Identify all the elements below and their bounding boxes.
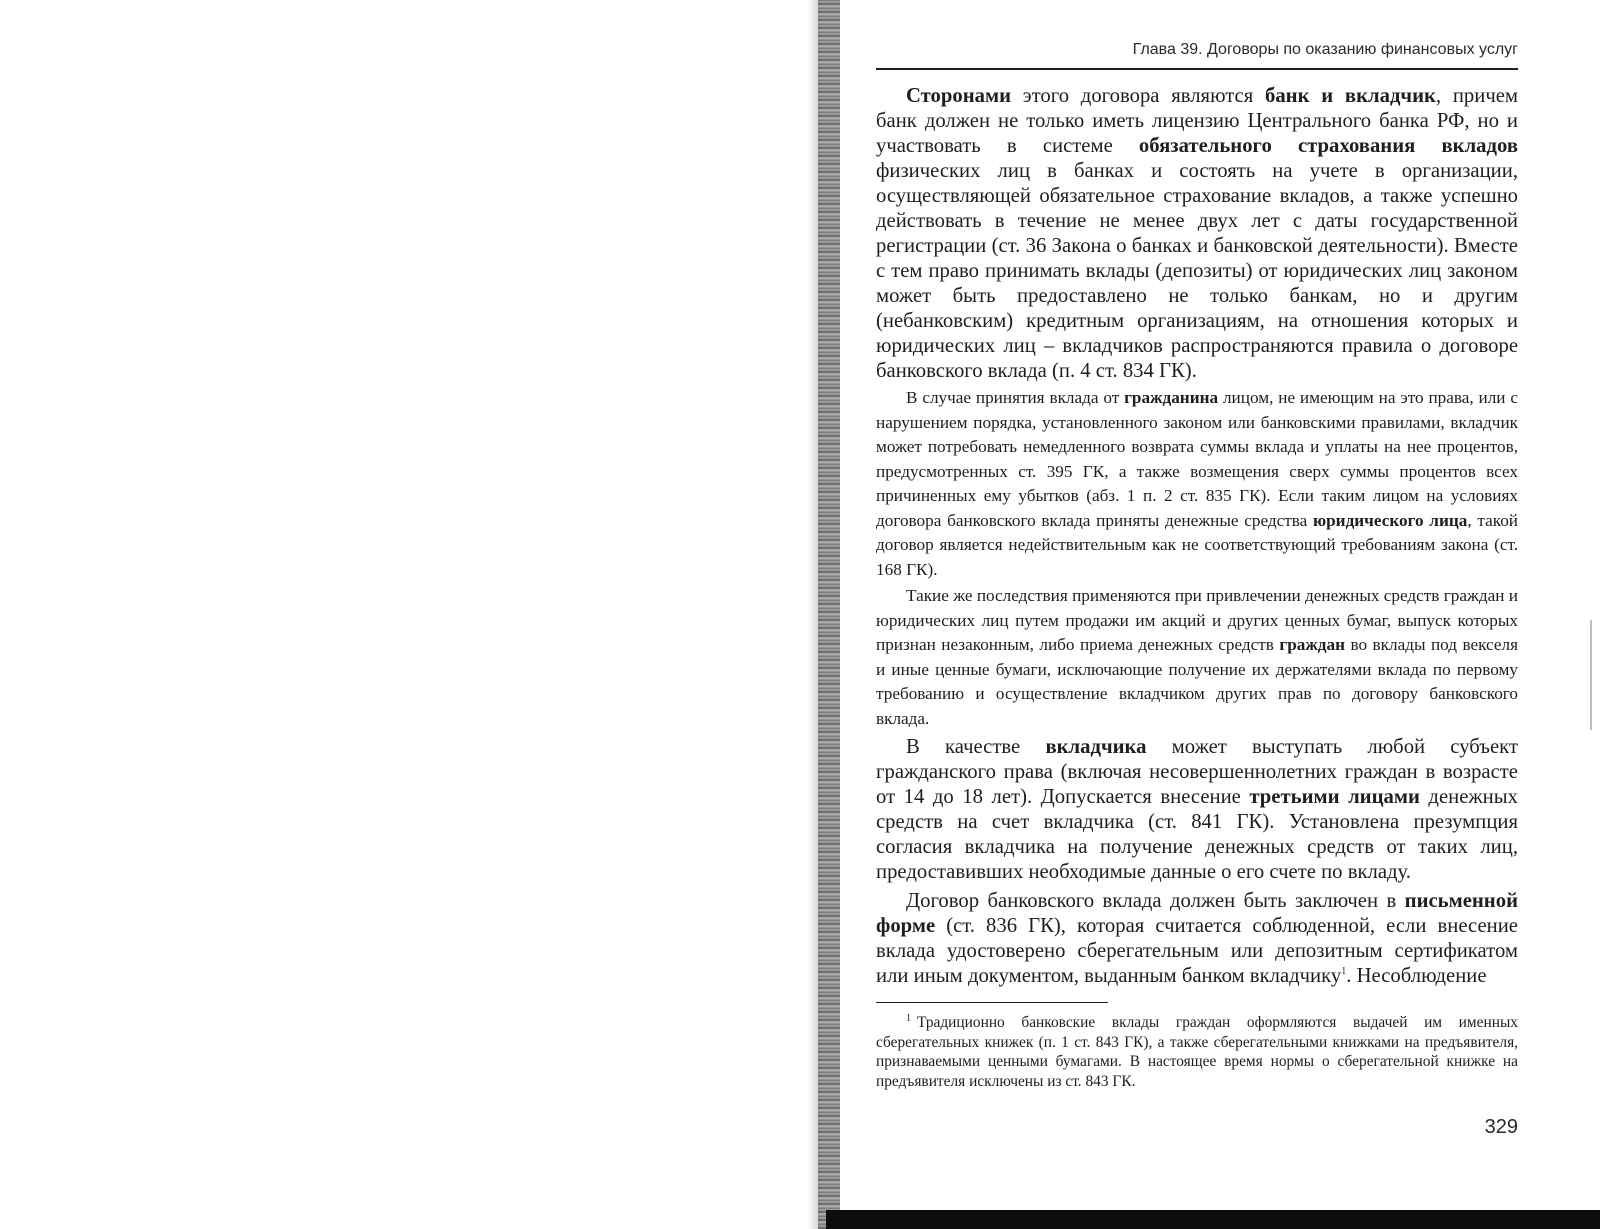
bold-term: юридического лица (1312, 510, 1468, 530)
bold-term: банк и вкладчик (1264, 85, 1436, 107)
scan-speck (1590, 620, 1592, 730)
book-page (876, 40, 1518, 1200)
scan-bottom-edge (826, 1210, 1600, 1229)
footnote-reference: 1 (1341, 966, 1347, 978)
footnote-divider (876, 1002, 1108, 1003)
bold-term: граждан (1279, 635, 1346, 654)
bold-term: гражданина (1124, 388, 1219, 407)
bold-term: Сторонами (906, 85, 1012, 107)
running-header: Глава 39. Договоры по оказанию финансовых услуг (876, 40, 1518, 70)
footnote-mark: 1 (906, 1013, 911, 1024)
paragraph-parties: Сторонами этого договора являются банк и вкладчик, причем банк должен не только иметь лицензию Центрального банка РФ, но и участвовать в системе обязательного страхования вкладов физических лиц в банках и состоять на учете в организации, осуществляющей обязательное страхование вкладов, а также успешно действовать в течение не менее двух лет с даты государственной регистрации (ст. 36 Закона о банках и банковской деятельности). Вместе с тем право принимать вклады (депозиты) от юридических лиц законом может быть предоставлено не только банкам, но и другим (небанковским) кредитным организациям, на отношения которых и юридических лиц – вкладчиков распространяются правила о договоре банковского вклада (п. 4 ст. 834 ГК). (876, 85, 1518, 382)
paragraph-consequences: Такие же последствия применяются при привлечении денежных средств граждан и юридических лиц путем продажи им акций и других ценных бумаг, выпуск которых признан незаконным, либо приема денежных средств граждан во вклады под векселя и иные ценные бумаги, исключающие получение их держателями вклада по первому требованию и осуществление вкладчиком других прав по договору банковского вклада. (876, 586, 1518, 728)
paragraph-depositor: В качестве вкладчика может выступать любой субъект гражданского права (включая несовершеннолетних граждан в возрасте от 14 до 18 лет). Допускается внесение третьими лицами денежных средств на счет вкладчика (ст. 841 ГК). Установлена презумпция согласия вкладчика на получение денежных средств от таких лиц, предоставивших необходимые данные о его счете по вкладу. (876, 736, 1518, 883)
footnote: $^1$ Традиционно банковские вклады граждан оформляются выдачей им именных сберегательных книжек (п. 1 ст. 843 ГК), а также сберегательными книжками на предъявителя, признаваемыми ценными бумагами. В настоящее время нормы о сберегательной книжке на предъявителя исключены из ст. 843 ГК. (876, 1013, 1518, 1090)
bold-term: третьими лицами (1249, 786, 1420, 808)
paragraph-written-form: Договор банковского вклада должен быть заключен в письменной форме (ст. 836 ГК), которая считается соблюденной, если внесение вклада удостоверено сберегательным или депозитным сертификатом или иным документом, выданным банком вкладчику$^1$. Несоблюдение (876, 890, 1518, 987)
bold-term: вкладчика (1045, 736, 1147, 758)
bold-term: письменной форме (876, 890, 1518, 937)
page-body (876, 84, 1518, 1091)
paragraph-citizen-deposit: В случае принятия вклада от гражданина лицом, не имеющим на это права, или с нарушением порядка, установленного законом или банковскими правилами, вкладчик может потребовать немедленного возврата суммы вклада и уплаты на нее процентов, предусмотренных ст. 395 ГК, а также возмещения сверх суммы процентов всех причиненных ему убытков (абз. 1 п. 2 ст. 835 ГК). Если таким лицом на условиях договора банковского вклада приняты денежные средства юридического лица, такой договор является недействительным как не соответствующий требованиям закона (ст. 168 ГК). (876, 388, 1519, 579)
bold-term: обязательного страхования вкладов (1138, 135, 1518, 157)
scan-binding-edge (818, 0, 840, 1229)
page-number: 329 (1484, 1116, 1518, 1138)
